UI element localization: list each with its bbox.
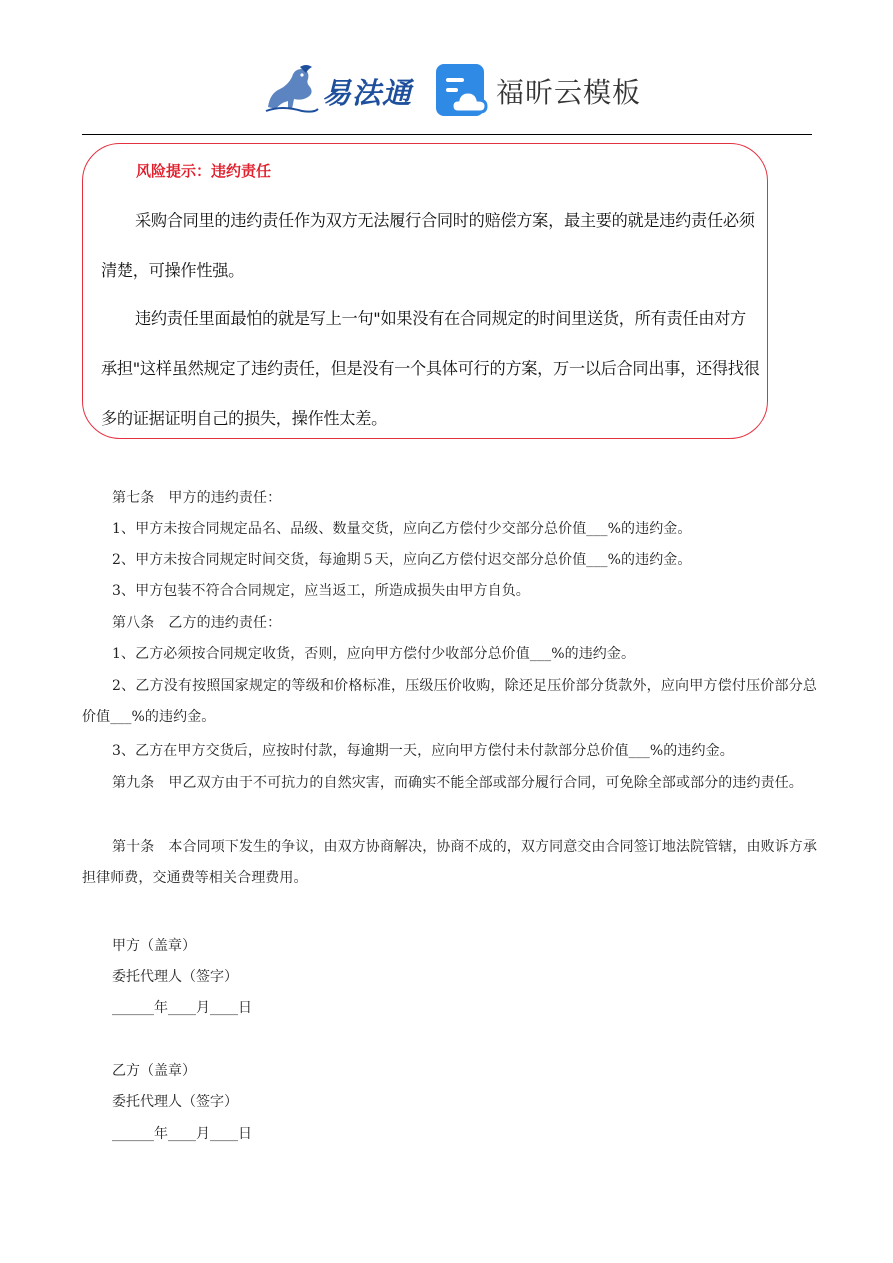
party-a-date-line: ______年____月____日 [112, 1000, 252, 1016]
clause-line: 1、甲方未按合同规定品名、品级、数量交货，应向乙方偿付少交部分总价值___%的违约金。 [112, 521, 692, 537]
risk-tip-paragraph: 采购合同里的违约责任作为双方无法履行合同时的赔偿方案，最主要的就是违约责任必须清楚，可操作性强。 [101, 211, 755, 280]
foxit-template-logo-text: 福昕云模板 [496, 76, 642, 109]
risk-tip-paragraph: 违约责任里面最怕的就是写上一句"如果没有在合同规定的时间里送货，所有责任由对方承担"这样虽然规定了违约责任，但是没有一个具体可行的方案，万一以后合同出事，还得找很多的证据证明自己的损失，操作性太差。 [101, 309, 760, 428]
party-a-agent-label: 委托代理人（签字） [112, 969, 238, 985]
header-divider [82, 134, 812, 135]
foxit-cloud-logo-icon [436, 64, 488, 118]
article-paragraph: 第十条 本合同项下发生的争议，由双方协商解决，协商不成的，双方同意交由合同签订地法院管辖，由败诉方承担律师费，交通费等相关合理费用。 [82, 839, 817, 886]
clause-paragraph: 2、乙方没有按照国家规定的等级和价格标准，压级压价收购，除还足压价部分货款外，应向甲方偿付压价部分总价值___%的违约金。 [82, 678, 817, 725]
article-heading: 第七条 甲方的违约责任： [112, 490, 282, 506]
party-b-agent-label: 委托代理人（签字） [112, 1094, 238, 1110]
clause-line: 2、甲方未按合同规定时间交货，每逾期５天，应向乙方偿付迟交部分总价值___%的违约金。 [112, 552, 692, 568]
clause-line: 3、乙方在甲方交货后，应按时付款，每逾期一天，应向甲方偿付未付款部分总价值___%的违约金。 [112, 743, 734, 759]
page-header [0, 55, 893, 125]
clause-line: 3、甲方包装不符合合同规定，应当返工，所造成损失由甲方自负。 [112, 583, 530, 599]
article-heading: 第八条 乙方的违约责任： [112, 615, 282, 631]
horse-logo-icon [262, 63, 320, 115]
party-a-seal-label: 甲方（盖章） [112, 938, 196, 954]
risk-tip-title: 风险提示：违约责任 [136, 162, 272, 180]
article-paragraph: 第九条 甲乙双方由于不可抗力的自然灾害，而确实不能全部或部分履行合同，可免除全部或部分的违约责任。 [112, 775, 803, 791]
clause-line: 1、乙方必须按合同规定收货，否则，应向甲方偿付少收部分总价值___%的违约金。 [112, 646, 636, 662]
yifatong-logo-text: 易法通 [322, 76, 413, 110]
party-b-seal-label: 乙方（盖章） [112, 1063, 196, 1079]
party-b-date-line: ______年____月____日 [112, 1126, 252, 1142]
